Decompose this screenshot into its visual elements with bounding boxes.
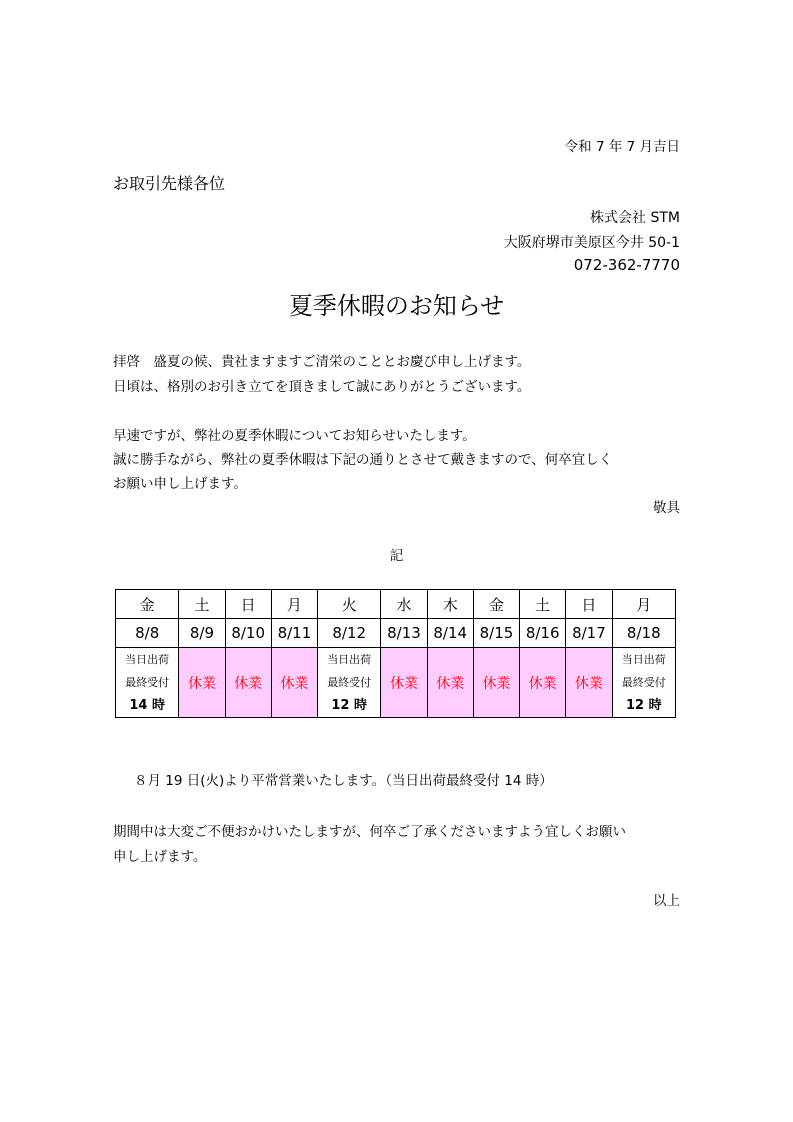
holiday-schedule-table <box>115 589 676 718</box>
closed-day-cell: 休業 <box>271 648 317 718</box>
day-of-week-cell: 月 <box>271 590 317 619</box>
shipping-note: 最終受付 <box>125 676 170 689</box>
date-cell: 8/14 <box>427 619 473 648</box>
date-cell: 8/17 <box>566 619 612 648</box>
open-day-cell <box>116 648 179 718</box>
greeting-line: 拝啓 盛夏の候、貴社ますますご清栄のこととお慶び申し上げます。 <box>113 354 531 370</box>
day-of-week-cell: 日 <box>225 590 271 619</box>
closing-keigu: 敬具 <box>653 500 680 516</box>
date-cell: 8/11 <box>271 619 317 648</box>
status-row <box>116 648 676 718</box>
closed-day-cell: 休業 <box>225 648 271 718</box>
date-cell: 8/8 <box>116 619 179 648</box>
closed-day-cell: 休業 <box>566 648 612 718</box>
sender-company: 株式会社 STM <box>590 210 680 226</box>
date-cell: 8/10 <box>225 619 271 648</box>
request-line: 誠に勝手ながら、弊社の夏季休暇は下記の通りとさせて戴きますので、何卒宜しく <box>113 452 613 468</box>
resume-notice: ８月 19 日(火)より平常営業いたします。（当日出荷最終受付 14 時） <box>134 773 553 789</box>
open-day-cell <box>612 648 675 718</box>
date-row <box>116 619 676 648</box>
cutoff-time: 12 時 <box>331 698 367 713</box>
notice-line: 早速ですが、弊社の夏季休暇についてお知らせいたします。 <box>113 428 476 444</box>
cutoff-time: 14 時 <box>129 698 165 713</box>
apology-line-cont: 申し上げます。 <box>113 849 207 865</box>
open-day-cell <box>318 648 381 718</box>
ki-heading: 記 <box>389 548 404 564</box>
closed-day-cell: 休業 <box>520 648 566 718</box>
day-of-week-cell: 月 <box>612 590 675 619</box>
day-of-week-cell: 水 <box>381 590 427 619</box>
date-cell: 8/16 <box>520 619 566 648</box>
date-cell: 8/15 <box>473 619 519 648</box>
document-date: 令和 7 年 7 月吉日 <box>564 139 680 155</box>
shipping-note: 当日出荷 <box>125 653 170 666</box>
date-cell: 8/9 <box>179 619 225 648</box>
thanks-line: 日頃は、格別のお引き立てを頂きまして誠にありがとうございます。 <box>113 379 531 395</box>
day-of-week-cell: 土 <box>520 590 566 619</box>
cutoff-time: 12 時 <box>625 698 662 713</box>
closed-day-cell: 休業 <box>427 648 473 718</box>
shipping-note: 最終受付 <box>327 676 372 689</box>
shipping-note: 当日出荷 <box>621 653 666 666</box>
date-cell: 8/13 <box>381 619 427 648</box>
shipping-note: 最終受付 <box>621 676 666 689</box>
closed-day-cell: 休業 <box>473 648 519 718</box>
recipient: お取引先様各位 <box>113 174 226 193</box>
document-title: 夏季休暇のお知らせ <box>288 292 505 320</box>
request-line-cont: お願い申し上げます。 <box>113 476 247 492</box>
closing-ijo: 以上 <box>653 893 680 909</box>
day-of-week-cell: 木 <box>427 590 473 619</box>
day-of-week-cell: 金 <box>116 590 179 619</box>
date-cell: 8/18 <box>612 619 675 648</box>
day-of-week-cell: 土 <box>179 590 225 619</box>
day-of-week-cell: 金 <box>473 590 519 619</box>
sender-phone: 072-362-7770 <box>573 256 680 274</box>
shipping-note: 当日出荷 <box>327 653 372 666</box>
closed-day-cell: 休業 <box>381 648 427 718</box>
apology-line: 期間中は大変ご不便おかけいたしますが、何卒ご了承くださいますよう宜しくお願い <box>113 824 626 840</box>
day-of-week-row <box>116 590 676 619</box>
sender-address: 大阪府堺市美原区今井 50-1 <box>503 235 680 251</box>
closed-day-cell: 休業 <box>179 648 225 718</box>
day-of-week-cell: 火 <box>318 590 381 619</box>
day-of-week-cell: 日 <box>566 590 612 619</box>
date-cell: 8/12 <box>318 619 381 648</box>
